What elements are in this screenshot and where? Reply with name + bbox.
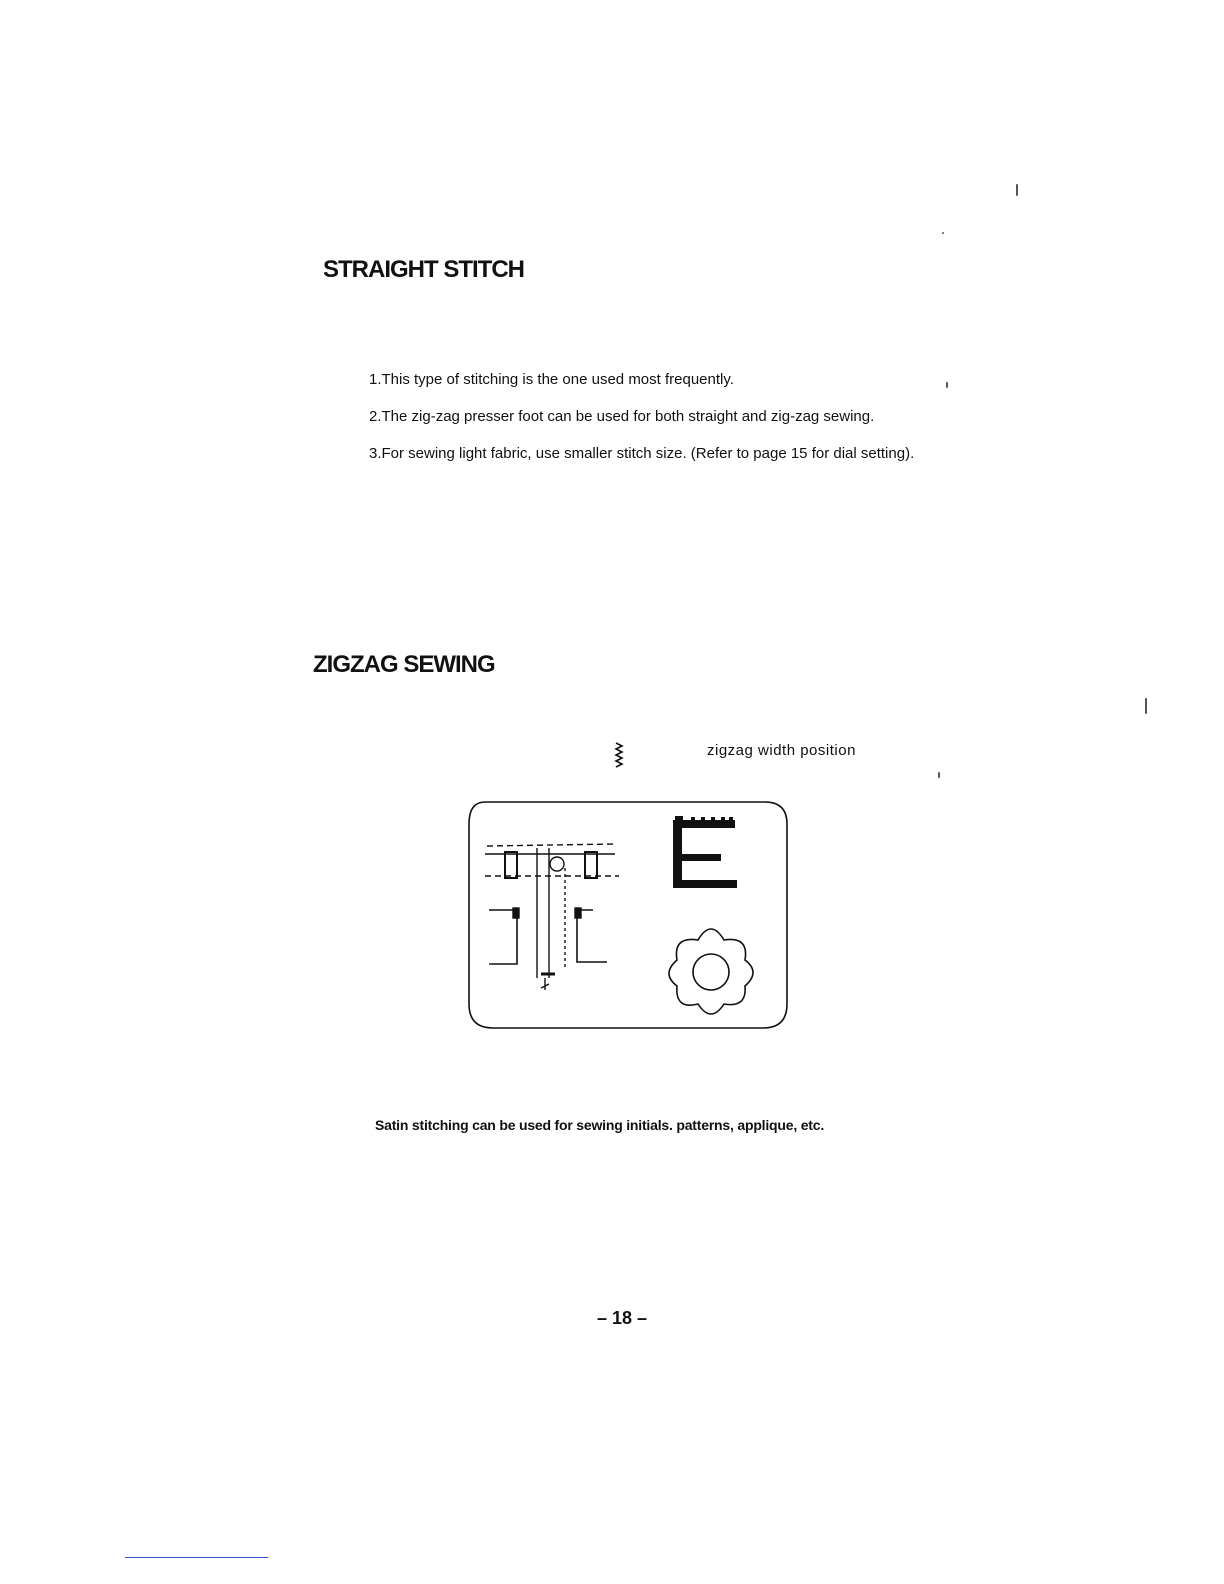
scan-speck xyxy=(942,232,944,234)
zigzag-illustration xyxy=(465,798,791,1032)
satin-stitch-letter-icon xyxy=(673,816,737,888)
page-number: – 18 – xyxy=(597,1308,648,1328)
zigzag-stitch-icon xyxy=(612,742,626,770)
instruction-item: 2.The zig-zag presser foot can be used for both straight and zig-zag sewing. xyxy=(369,408,875,425)
scan-speck xyxy=(946,382,948,388)
satin-stitching-caption: Satin stitching can be used for sewing initials. patterns, applique, etc. xyxy=(375,1117,825,1133)
zigzag-width-row xyxy=(612,742,912,772)
instruction-item: 3.For sewing light fabric, use smaller stitch size. (Refer to page 15 for dial setting). xyxy=(369,445,915,462)
presser-foot-icon xyxy=(485,844,619,990)
scan-speck xyxy=(938,772,940,778)
straight-stitch-heading: STRAIGHT STITCH xyxy=(323,256,524,283)
scan-speck xyxy=(1016,184,1018,196)
zigzag-sewing-heading: ZIGZAG SEWING xyxy=(313,651,495,678)
straight-stitch-instructions xyxy=(369,368,937,479)
flower-stitch-icon xyxy=(669,929,753,1014)
zigzag-width-label: zigzag width position xyxy=(707,742,856,759)
footer-link-underline xyxy=(125,1557,268,1558)
instruction-item: 1.This type of stitching is the one used most frequently. xyxy=(369,371,734,388)
scan-speck xyxy=(1145,698,1147,714)
